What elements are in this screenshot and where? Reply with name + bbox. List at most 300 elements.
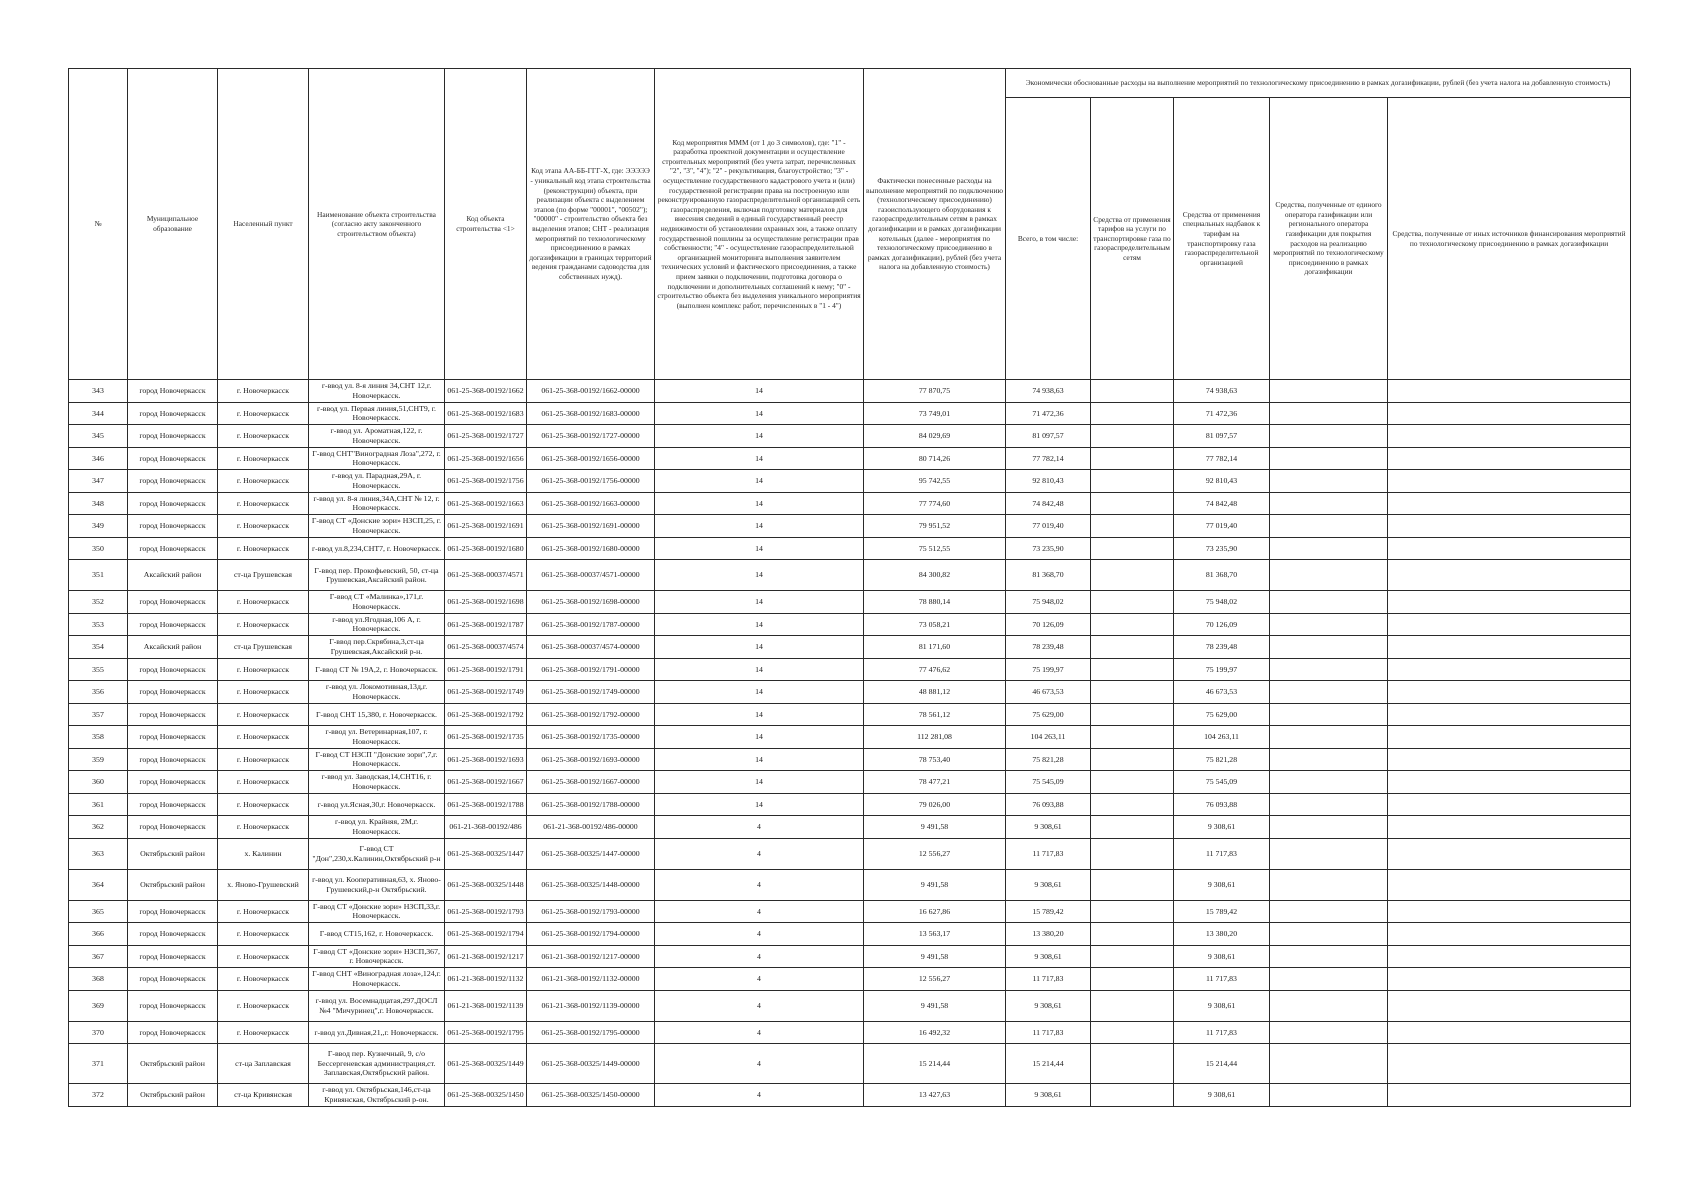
cell-other-funds — [1388, 945, 1631, 968]
cell-stage-code: 061-25-368-00325/1449-00000 — [527, 1044, 655, 1084]
cell-settlement: г. Новочеркасск — [218, 793, 309, 816]
table-row — [69, 945, 1631, 968]
cell-object-code: 061-25-368-00192/1787 — [445, 613, 527, 636]
cell-total: 9 308,61 — [1006, 869, 1091, 900]
header-settlement: Населенный пункт — [218, 69, 309, 380]
cell-markup-funds: 9 308,61 — [1174, 945, 1270, 968]
cell-markup-funds: 9 308,61 — [1174, 1084, 1270, 1107]
cell-actual-costs: 12 556,27 — [864, 838, 1006, 869]
cell-other-funds — [1388, 402, 1631, 425]
cell-activity-code: 14 — [655, 748, 864, 771]
cell-operator-funds — [1270, 470, 1388, 493]
cell-tariff-funds — [1091, 945, 1174, 968]
cell-object-code: 061-25-368-00192/1662 — [445, 380, 527, 403]
cell-total: 81 097,57 — [1006, 425, 1091, 448]
cell-stage-code: 061-25-368-00192/1656-00000 — [527, 447, 655, 470]
cell-actual-costs: 9 491,58 — [864, 869, 1006, 900]
cell-other-funds — [1388, 771, 1631, 794]
cell-tariff-funds — [1091, 838, 1174, 869]
cell-total: 71 472,36 — [1006, 402, 1091, 425]
cell-object-code: 061-25-368-00192/1749 — [445, 681, 527, 704]
table-row — [69, 681, 1631, 704]
table-row — [69, 923, 1631, 946]
cell-object-code: 061-25-368-00192/1691 — [445, 515, 527, 538]
cell-tariff-funds — [1091, 447, 1174, 470]
cell-object-code: 061-25-368-00192/1680 — [445, 537, 527, 560]
cell-municipality: город Новочеркасск — [128, 492, 218, 515]
cell-stage-code: 061-25-368-00192/1691-00000 — [527, 515, 655, 538]
cell-settlement: г. Новочеркасск — [218, 470, 309, 493]
cell-municipality: город Новочеркасск — [128, 1021, 218, 1044]
cell-other-funds — [1388, 591, 1631, 614]
cell-operator-funds — [1270, 492, 1388, 515]
cell-municipality: город Новочеркасск — [128, 816, 218, 839]
cell-operator-funds — [1270, 771, 1388, 794]
cell-total: 76 093,88 — [1006, 793, 1091, 816]
cell-settlement: г. Новочеркасск — [218, 380, 309, 403]
cell-other-funds — [1388, 515, 1631, 538]
cell-activity-code: 14 — [655, 380, 864, 403]
cell-actual-costs: 75 512,55 — [864, 537, 1006, 560]
cell-municipality: город Новочеркасск — [128, 470, 218, 493]
cell-other-funds — [1388, 990, 1631, 1021]
cell-total: 15 789,42 — [1006, 900, 1091, 923]
cell-settlement: г. Новочеркасск — [218, 591, 309, 614]
cell-stage-code: 061-25-368-00192/1787-00000 — [527, 613, 655, 636]
cell-stage-code: 061-25-368-00037/4574-00000 — [527, 636, 655, 659]
cell-object-code: 061-21-368-00192/486 — [445, 816, 527, 839]
cell-municipality: город Новочеркасск — [128, 990, 218, 1021]
cell-municipality: город Новочеркасск — [128, 681, 218, 704]
cell-num: 371 — [69, 1044, 128, 1084]
cell-operator-funds — [1270, 591, 1388, 614]
cell-object-code: 061-25-368-00192/1693 — [445, 748, 527, 771]
cell-settlement: г. Новочеркасск — [218, 658, 309, 681]
cell-total: 11 717,83 — [1006, 838, 1091, 869]
cell-tariff-funds — [1091, 492, 1174, 515]
cell-settlement: г. Новочеркасск — [218, 402, 309, 425]
cell-num: 365 — [69, 900, 128, 923]
cell-other-funds — [1388, 636, 1631, 659]
cell-actual-costs: 77 870,75 — [864, 380, 1006, 403]
cell-object-name: г-ввод ул. Октябрьская,146,ст-ца Кривянская, Октябрьский р-он. — [309, 1084, 445, 1107]
cell-tariff-funds — [1091, 990, 1174, 1021]
cell-tariff-funds — [1091, 402, 1174, 425]
cell-object-code: 061-25-368-00192/1727 — [445, 425, 527, 448]
cell-object-code: 061-25-368-00192/1698 — [445, 591, 527, 614]
cell-markup-funds: 9 308,61 — [1174, 816, 1270, 839]
cell-object-code: 061-25-368-00192/1756 — [445, 470, 527, 493]
table-row — [69, 726, 1631, 749]
cell-total: 75 821,28 — [1006, 748, 1091, 771]
cell-settlement: г. Новочеркасск — [218, 923, 309, 946]
cell-object-code: 061-25-368-00192/1735 — [445, 726, 527, 749]
cell-settlement: г. Новочеркасск — [218, 968, 309, 991]
cell-tariff-funds — [1091, 537, 1174, 560]
cell-stage-code: 061-25-368-00192/1793-00000 — [527, 900, 655, 923]
cell-object-name: Г-ввод СТ № 19А,2, г. Новочеркасск. — [309, 658, 445, 681]
cell-actual-costs: 77 476,62 — [864, 658, 1006, 681]
cell-num: 358 — [69, 726, 128, 749]
cell-markup-funds: 11 717,83 — [1174, 838, 1270, 869]
table-row — [69, 658, 1631, 681]
cell-total: 74 842,48 — [1006, 492, 1091, 515]
table-row — [69, 447, 1631, 470]
cell-operator-funds — [1270, 402, 1388, 425]
cell-num: 345 — [69, 425, 128, 448]
cell-tariff-funds — [1091, 1084, 1174, 1107]
cell-municipality: город Новочеркасск — [128, 748, 218, 771]
cell-markup-funds: 77 019,40 — [1174, 515, 1270, 538]
cell-activity-code: 4 — [655, 1044, 864, 1084]
cell-object-name: Г-ввод пер. Прокофьевский, 50, ст-ца Грушевская,Аксайский район. — [309, 560, 445, 591]
cell-operator-funds — [1270, 748, 1388, 771]
cell-total: 73 235,90 — [1006, 537, 1091, 560]
cell-object-name: Г-ввод СТ «Донские зори» НЗСП,25, г. Новочеркасск. — [309, 515, 445, 538]
cell-settlement: г. Новочеркасск — [218, 990, 309, 1021]
cell-markup-funds: 75 948,02 — [1174, 591, 1270, 614]
cell-object-name: г-ввод ул. 8-я линия,34А,СНТ № 12, г. Новочеркасск. — [309, 492, 445, 515]
cell-object-code: 061-21-368-00192/1139 — [445, 990, 527, 1021]
table-row — [69, 613, 1631, 636]
header-economic-group: Экономически обоснованные расходы на выполнение мероприятий по технологическому присоединению в рамках догазификации, рублей (без учета налога на добавленную стоимость) — [1006, 69, 1631, 98]
cell-markup-funds: 9 308,61 — [1174, 869, 1270, 900]
cell-actual-costs: 73 749,01 — [864, 402, 1006, 425]
table-row — [69, 537, 1631, 560]
cell-object-code: 061-21-368-00192/1217 — [445, 945, 527, 968]
cell-other-funds — [1388, 560, 1631, 591]
cell-activity-code: 14 — [655, 591, 864, 614]
cell-markup-funds: 76 093,88 — [1174, 793, 1270, 816]
cell-stage-code: 061-25-368-00192/1792-00000 — [527, 703, 655, 726]
cell-operator-funds — [1270, 703, 1388, 726]
cell-object-code: 061-25-368-00325/1450 — [445, 1084, 527, 1107]
cell-object-name: Г-ввод СТ «Малинка»,171,г. Новочеркасск. — [309, 591, 445, 614]
cell-tariff-funds — [1091, 425, 1174, 448]
costs-table — [68, 68, 1631, 1107]
table-row — [69, 771, 1631, 794]
cell-object-code: 061-25-368-00192/1656 — [445, 447, 527, 470]
cell-stage-code: 061-25-368-00325/1447-00000 — [527, 838, 655, 869]
cell-municipality: город Новочеркасск — [128, 726, 218, 749]
cell-stage-code: 061-25-368-00192/1662-00000 — [527, 380, 655, 403]
cell-municipality: город Новочеркасск — [128, 968, 218, 991]
cell-other-funds — [1388, 492, 1631, 515]
cell-total: 75 545,09 — [1006, 771, 1091, 794]
cell-municipality: город Новочеркасск — [128, 658, 218, 681]
cell-object-name: г-ввод ул.Дивная,21,,г. Новочеркасск. — [309, 1021, 445, 1044]
cell-object-code: 061-25-368-00192/1794 — [445, 923, 527, 946]
cell-activity-code: 14 — [655, 470, 864, 493]
cell-object-name: Г-ввод СТ НЗСП "Донские зори",7,г. Новочеркасск. — [309, 748, 445, 771]
cell-num: 372 — [69, 1084, 128, 1107]
table-row — [69, 636, 1631, 659]
cell-municipality: город Новочеркасск — [128, 923, 218, 946]
cell-operator-funds — [1270, 681, 1388, 704]
cell-activity-code: 14 — [655, 492, 864, 515]
cell-tariff-funds — [1091, 923, 1174, 946]
cell-actual-costs: 13 427,63 — [864, 1084, 1006, 1107]
cell-stage-code: 061-25-368-00192/1735-00000 — [527, 726, 655, 749]
cell-markup-funds: 11 717,83 — [1174, 968, 1270, 991]
cell-stage-code: 061-25-368-00192/1788-00000 — [527, 793, 655, 816]
cell-settlement: ст-ца Грушевская — [218, 560, 309, 591]
cell-municipality: Октябрьский район — [128, 838, 218, 869]
cell-actual-costs: 112 281,08 — [864, 726, 1006, 749]
cell-num: 344 — [69, 402, 128, 425]
cell-municipality: город Новочеркасск — [128, 771, 218, 794]
cell-operator-funds — [1270, 968, 1388, 991]
cell-settlement: г. Новочеркасск — [218, 425, 309, 448]
cell-stage-code: 061-25-368-00192/1791-00000 — [527, 658, 655, 681]
cell-object-name: Г-ввод СТ «Донские зори» НЗСП,367, г. Новочеркасск. — [309, 945, 445, 968]
cell-stage-code: 061-25-368-00037/4571-00000 — [527, 560, 655, 591]
cell-municipality: город Новочеркасск — [128, 900, 218, 923]
cell-actual-costs: 78 477,21 — [864, 771, 1006, 794]
cell-settlement: г. Новочеркасск — [218, 726, 309, 749]
table-row — [69, 425, 1631, 448]
cell-total: 11 717,83 — [1006, 968, 1091, 991]
cell-stage-code: 061-25-368-00192/1727-00000 — [527, 425, 655, 448]
cell-markup-funds: 73 235,90 — [1174, 537, 1270, 560]
cell-markup-funds: 81 097,57 — [1174, 425, 1270, 448]
cell-settlement: х. Яново-Грушевский — [218, 869, 309, 900]
cell-object-code: 061-25-368-00325/1448 — [445, 869, 527, 900]
table-row — [69, 990, 1631, 1021]
cell-total: 15 214,44 — [1006, 1044, 1091, 1084]
cell-total: 13 380,20 — [1006, 923, 1091, 946]
cell-activity-code: 14 — [655, 771, 864, 794]
cell-object-code: 061-25-368-00037/4571 — [445, 560, 527, 591]
cell-markup-funds: 81 368,70 — [1174, 560, 1270, 591]
cell-total: 75 948,02 — [1006, 591, 1091, 614]
cell-actual-costs: 77 774,60 — [864, 492, 1006, 515]
cell-settlement: г. Новочеркасск — [218, 537, 309, 560]
cell-markup-funds: 74 842,48 — [1174, 492, 1270, 515]
cell-stage-code: 061-25-368-00192/1756-00000 — [527, 470, 655, 493]
cell-markup-funds: 78 239,48 — [1174, 636, 1270, 659]
cell-stage-code: 061-25-368-00192/1749-00000 — [527, 681, 655, 704]
cell-object-name: г-ввод ул. Заводская,14,СНТ16, г. Новочеркасск. — [309, 771, 445, 794]
cell-municipality: город Новочеркасск — [128, 447, 218, 470]
table-row — [69, 1021, 1631, 1044]
cell-operator-funds — [1270, 945, 1388, 968]
cell-actual-costs: 84 029,69 — [864, 425, 1006, 448]
cell-actual-costs: 73 058,21 — [864, 613, 1006, 636]
cell-tariff-funds — [1091, 560, 1174, 591]
table-row — [69, 968, 1631, 991]
cell-total: 78 239,48 — [1006, 636, 1091, 659]
cell-num: 346 — [69, 447, 128, 470]
header-other-funds: Средства, полученные от иных источников финансирования мероприятий по технологическому присоединению в рамках догазификации — [1388, 98, 1631, 380]
cell-activity-code: 14 — [655, 681, 864, 704]
cell-municipality: город Новочеркасск — [128, 945, 218, 968]
cell-other-funds — [1388, 869, 1631, 900]
cell-markup-funds: 15 789,42 — [1174, 900, 1270, 923]
cell-num: 367 — [69, 945, 128, 968]
cell-markup-funds: 77 782,14 — [1174, 447, 1270, 470]
header-num: № — [69, 69, 128, 380]
cell-object-code: 061-25-368-00192/1667 — [445, 771, 527, 794]
cell-actual-costs: 9 491,58 — [864, 945, 1006, 968]
header-markup-funds: Средства от применения специальных надбавок к тарифам на транспортировку газа газораспределительной организацией — [1174, 98, 1270, 380]
table-row — [69, 869, 1631, 900]
cell-object-name: г-ввод ул.8,234,СНТ7, г. Новочеркасск. — [309, 537, 445, 560]
cell-actual-costs: 9 491,58 — [864, 816, 1006, 839]
cell-operator-funds — [1270, 1084, 1388, 1107]
cell-operator-funds — [1270, 447, 1388, 470]
cell-total: 46 673,53 — [1006, 681, 1091, 704]
cell-tariff-funds — [1091, 748, 1174, 771]
cell-actual-costs: 78 880,14 — [864, 591, 1006, 614]
cell-operator-funds — [1270, 726, 1388, 749]
cell-num: 359 — [69, 748, 128, 771]
cell-municipality: город Новочеркасск — [128, 402, 218, 425]
cell-markup-funds: 75 629,00 — [1174, 703, 1270, 726]
cell-object-name: г-ввод ул. Парадная,29А, г. Новочеркасск. — [309, 470, 445, 493]
cell-activity-code: 4 — [655, 900, 864, 923]
header-actual-costs: Фактически понесенные расходы на выполнение мероприятий по подключению (технологическому присоединению) газоиспользующего оборудования к газораспределительным сетям в рамках догазификации и в рамках догазификации котельных (далее - мероприятия по технологическому присоединению в рамках догазификации), рублей (без учета налога на добавленную стоимость) — [864, 69, 1006, 380]
cell-municipality: Октябрьский район — [128, 1084, 218, 1107]
cell-settlement: г. Новочеркасск — [218, 1021, 309, 1044]
cell-stage-code: 061-25-368-00325/1450-00000 — [527, 1084, 655, 1107]
cell-num: 352 — [69, 591, 128, 614]
cell-markup-funds: 46 673,53 — [1174, 681, 1270, 704]
cell-total: 92 810,43 — [1006, 470, 1091, 493]
cell-total: 9 308,61 — [1006, 945, 1091, 968]
cell-object-name: Г-ввод СТ15,162, г. Новочеркасск. — [309, 923, 445, 946]
cell-stage-code: 061-21-368-00192/1132-00000 — [527, 968, 655, 991]
cell-stage-code: 061-25-368-00192/1663-00000 — [527, 492, 655, 515]
cell-other-funds — [1388, 447, 1631, 470]
cell-num: 360 — [69, 771, 128, 794]
cell-stage-code: 061-21-368-00192/1217-00000 — [527, 945, 655, 968]
cell-actual-costs: 78 561,12 — [864, 703, 1006, 726]
cell-tariff-funds — [1091, 470, 1174, 493]
table-row — [69, 900, 1631, 923]
cell-total: 81 368,70 — [1006, 560, 1091, 591]
cell-num: 363 — [69, 838, 128, 869]
cell-settlement: г. Новочеркасск — [218, 515, 309, 538]
cell-object-code: 061-25-368-00192/1795 — [445, 1021, 527, 1044]
cell-markup-funds: 9 308,61 — [1174, 990, 1270, 1021]
cell-municipality: Аксайский район — [128, 636, 218, 659]
cell-tariff-funds — [1091, 380, 1174, 403]
cell-tariff-funds — [1091, 968, 1174, 991]
header-stage-code: Код этапа АА-ББ-ГГГ-Х, где: ЭЭЭЭЭ - уникальный код этапа строительства (реконструкции) объекта, при реализации объекта с выделением этапов (по форме "00001", "00502"); "00000" - строительство объекта без выделения этапов; СНТ - реализация мероприятий по технологическому присоединению в рамках догазификации в границах территорий ведения гражданами садоводства для собственных нужд). — [527, 69, 655, 380]
cell-activity-code: 14 — [655, 703, 864, 726]
cell-operator-funds — [1270, 425, 1388, 448]
cell-other-funds — [1388, 1084, 1631, 1107]
cell-other-funds — [1388, 793, 1631, 816]
cell-operator-funds — [1270, 537, 1388, 560]
cell-settlement: г. Новочеркасск — [218, 447, 309, 470]
cell-operator-funds — [1270, 1021, 1388, 1044]
cell-tariff-funds — [1091, 726, 1174, 749]
cell-num: 369 — [69, 990, 128, 1021]
cell-municipality: город Новочеркасск — [128, 425, 218, 448]
cell-object-code: 061-25-368-00192/1683 — [445, 402, 527, 425]
cell-total: 9 308,61 — [1006, 990, 1091, 1021]
cell-total: 9 308,61 — [1006, 1084, 1091, 1107]
cell-actual-costs: 81 171,60 — [864, 636, 1006, 659]
cell-object-name: Г-ввод пер. Кузнечный, 9, с/о Бессергеневская администрация,ст. Заплавская,Октябрьский район. — [309, 1044, 445, 1084]
cell-settlement: г. Новочеркасск — [218, 771, 309, 794]
cell-activity-code: 14 — [655, 537, 864, 560]
cell-settlement: ст-ца Грушевская — [218, 636, 309, 659]
cell-municipality: город Новочеркасск — [128, 613, 218, 636]
cell-operator-funds — [1270, 816, 1388, 839]
cell-markup-funds: 75 545,09 — [1174, 771, 1270, 794]
header-object-code: Код объекта строительства <1> — [445, 69, 527, 380]
cell-activity-code: 4 — [655, 869, 864, 900]
cell-stage-code: 061-25-368-00192/1680-00000 — [527, 537, 655, 560]
cell-num: 356 — [69, 681, 128, 704]
cell-object-code: 061-25-368-00192/1793 — [445, 900, 527, 923]
cell-stage-code: 061-21-368-00192/486-00000 — [527, 816, 655, 839]
cell-other-funds — [1388, 470, 1631, 493]
cell-object-name: г-ввод ул.Ясная,30,г. Новочеркасск. — [309, 793, 445, 816]
cell-operator-funds — [1270, 869, 1388, 900]
table-row — [69, 470, 1631, 493]
cell-total: 74 938,63 — [1006, 380, 1091, 403]
cell-total: 75 199,97 — [1006, 658, 1091, 681]
cell-tariff-funds — [1091, 613, 1174, 636]
cell-stage-code: 061-25-368-00192/1698-00000 — [527, 591, 655, 614]
table-row — [69, 560, 1631, 591]
cell-markup-funds: 92 810,43 — [1174, 470, 1270, 493]
cell-operator-funds — [1270, 560, 1388, 591]
cell-settlement: х. Калинин — [218, 838, 309, 869]
cell-markup-funds: 104 263,11 — [1174, 726, 1270, 749]
cell-object-name: Г-ввод СТ "Дон",230,х.Калинин,Октябрьский р-н — [309, 838, 445, 869]
cell-settlement: г. Новочеркасск — [218, 613, 309, 636]
cell-settlement: г. Новочеркасск — [218, 816, 309, 839]
cell-markup-funds: 71 472,36 — [1174, 402, 1270, 425]
cell-object-code: 061-25-368-00192/1792 — [445, 703, 527, 726]
cell-activity-code: 4 — [655, 968, 864, 991]
cell-settlement: ст-ца Заплавская — [218, 1044, 309, 1084]
cell-actual-costs: 9 491,58 — [864, 990, 1006, 1021]
cell-activity-code: 14 — [655, 658, 864, 681]
cell-object-name: г-ввод ул.Ягодная,106 А, г. Новочеркасск. — [309, 613, 445, 636]
cell-tariff-funds — [1091, 636, 1174, 659]
table-row — [69, 515, 1631, 538]
cell-municipality: город Новочеркасск — [128, 793, 218, 816]
cell-tariff-funds — [1091, 771, 1174, 794]
cell-tariff-funds — [1091, 658, 1174, 681]
header-activity-code: Код мероприятия МММ (от 1 до 3 символов), где: "1" - разработка проектной документации и осуществление строительных мероприятий (без учета затрат, перечисленных "2", "3", "4"); "2" - рекультивация, благоустройство; "3" - осуществление государственного кадастрового учета и (или) государственной регистрации права на построенную или реконструированную газораспределительной организацией сеть газораспределения, включая подготовку материалов для внесения сведений в единый государственный реестр недвижимости об установлении охранных зон, а также оплату государственной пошлины за осуществление регистрации прав собственности; "4" - осуществление газораспределительной организацией мониторинга выполнения заявителем технических условий и фактического присоединения, а также прием заявки о подключении, подготовка договора о подключении и дополнительных соглашений к нему; "0" - строительство объекта без выделения уникального мероприятия (выполнен комплекс работ, перечисленных в "1 - 4") — [655, 69, 864, 380]
cell-markup-funds: 13 380,20 — [1174, 923, 1270, 946]
cell-municipality: город Новочеркасск — [128, 380, 218, 403]
cell-total: 9 308,61 — [1006, 816, 1091, 839]
cell-other-funds — [1388, 703, 1631, 726]
cell-num: 350 — [69, 537, 128, 560]
cell-operator-funds — [1270, 1044, 1388, 1084]
cell-actual-costs: 13 563,17 — [864, 923, 1006, 946]
cell-markup-funds: 74 938,63 — [1174, 380, 1270, 403]
cell-num: 364 — [69, 869, 128, 900]
cell-other-funds — [1388, 748, 1631, 771]
cell-num: 361 — [69, 793, 128, 816]
cell-total: 70 126,09 — [1006, 613, 1091, 636]
cell-operator-funds — [1270, 636, 1388, 659]
cell-markup-funds: 15 214,44 — [1174, 1044, 1270, 1084]
cell-num: 351 — [69, 560, 128, 591]
cell-stage-code: 061-25-368-00192/1683-00000 — [527, 402, 655, 425]
cell-num: 348 — [69, 492, 128, 515]
cell-other-funds — [1388, 968, 1631, 991]
